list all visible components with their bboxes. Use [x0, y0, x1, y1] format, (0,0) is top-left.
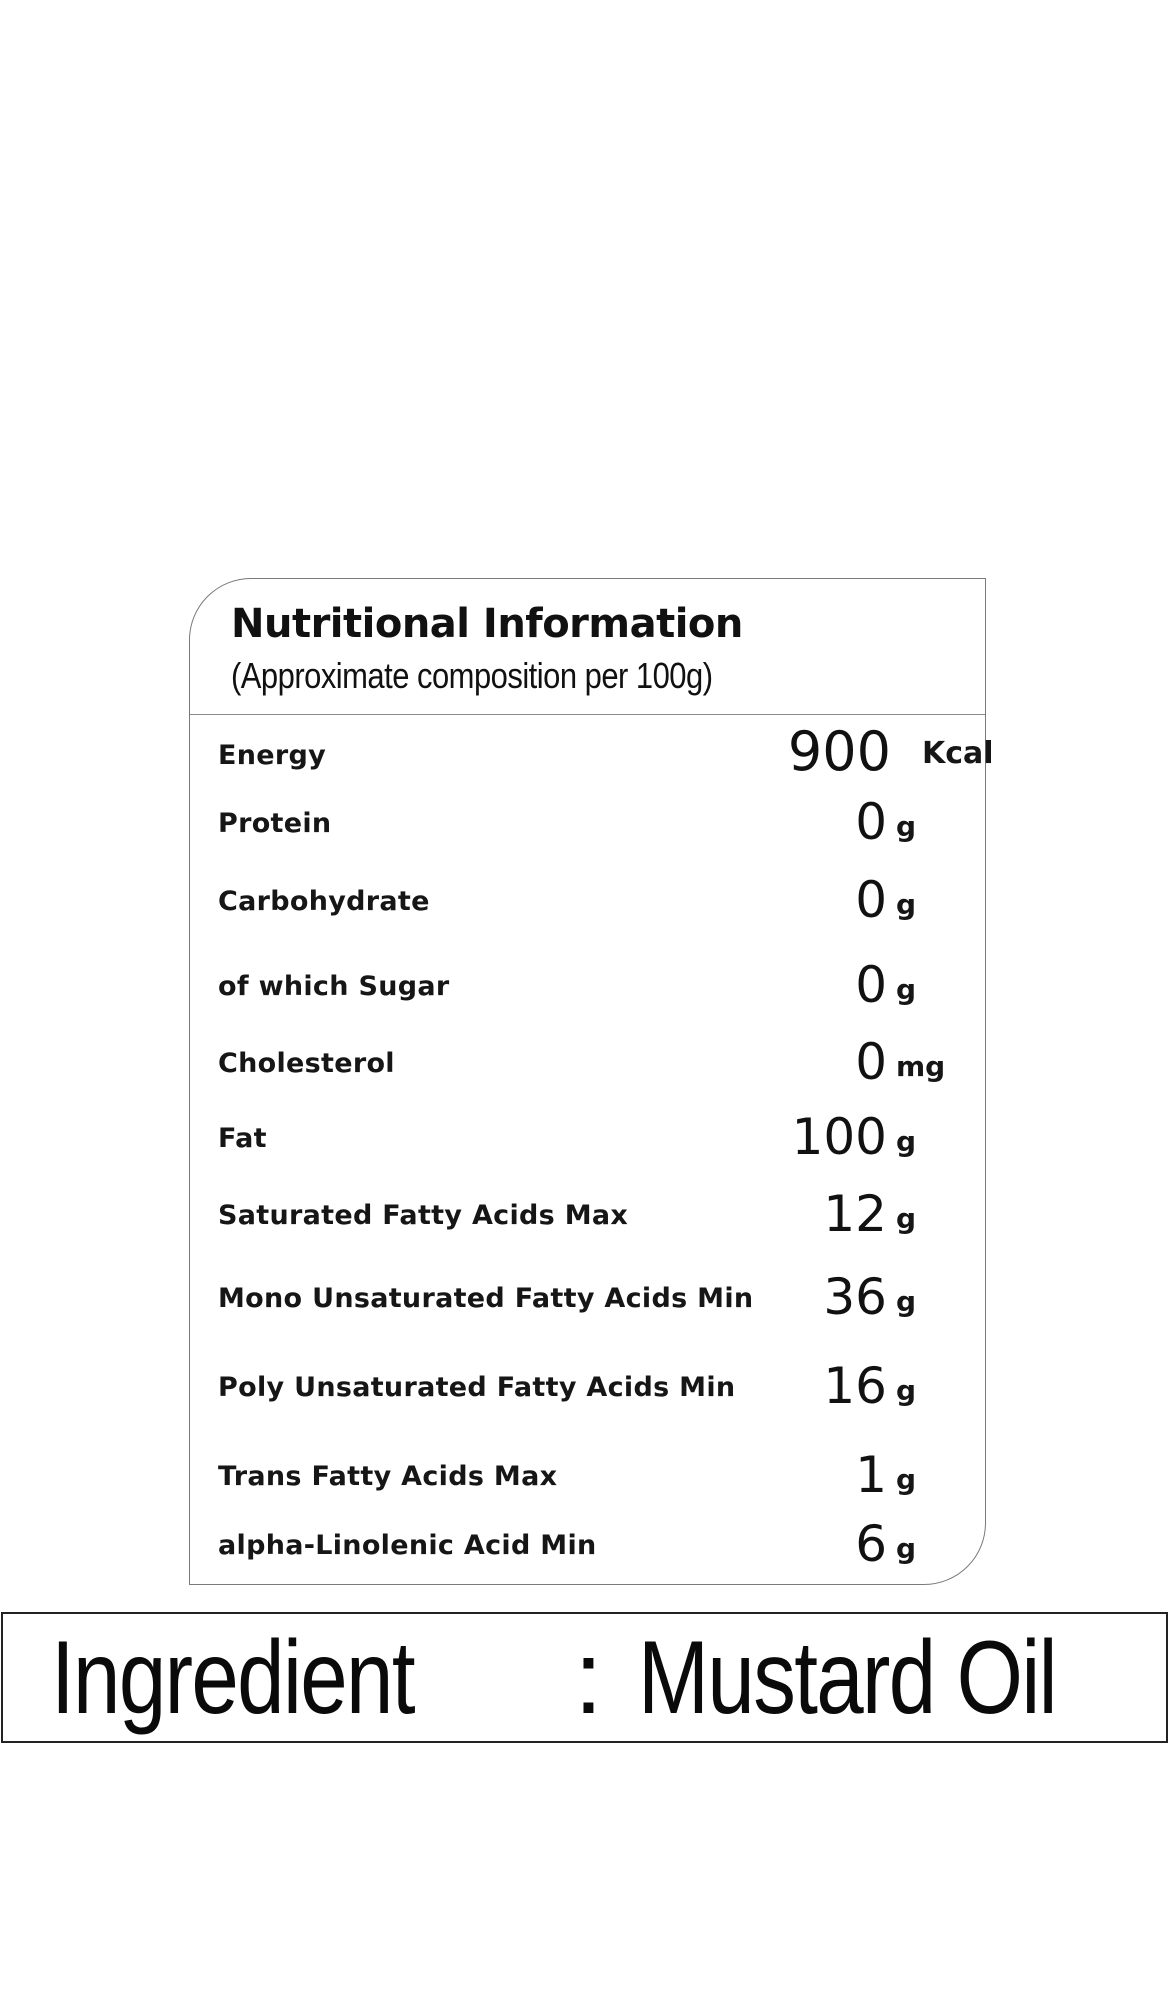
- nutrient-unit: g: [896, 1125, 917, 1158]
- nutrient-row-mono-unsaturated: [190, 1262, 985, 1326]
- nutrient-label: alpha-Linolenic Acid Min: [218, 1530, 597, 1561]
- nutrient-label: Cholesterol: [218, 1048, 395, 1079]
- nutrient-value: 900: [787, 720, 891, 783]
- nutrition-header: [190, 579, 985, 715]
- nutrient-value: 0: [855, 1033, 887, 1091]
- nutrient-label: Trans Fatty Acids Max: [218, 1461, 558, 1492]
- nutrient-row-fat: [190, 1102, 985, 1166]
- nutrient-label: Protein: [218, 808, 332, 839]
- nutrient-label: of which Sugar: [218, 971, 450, 1002]
- nutrient-value: 36: [823, 1268, 887, 1326]
- nutrient-row-protein: [190, 787, 985, 851]
- nutrient-row-alpha-linolenic: [190, 1509, 985, 1573]
- nutrient-row-carbohydrate: [190, 865, 985, 929]
- nutrient-unit: g: [896, 1374, 917, 1407]
- nutrition-title: Nutritional Information: [231, 601, 743, 647]
- nutrient-unit: g: [896, 888, 917, 921]
- nutrient-label: Fat: [218, 1123, 267, 1154]
- nutrient-label: Carbohydrate: [218, 886, 430, 917]
- nutrient-label: Mono Unsaturated Fatty Acids Min: [218, 1283, 754, 1314]
- nutrient-value: 0: [855, 871, 887, 929]
- nutrient-value: 16: [823, 1357, 887, 1415]
- nutrient-value: 0: [855, 956, 887, 1014]
- ingredient-label: Ingredient: [51, 1620, 414, 1736]
- nutrient-row-sugar: [190, 950, 985, 1014]
- nutrient-label: Poly Unsaturated Fatty Acids Min: [218, 1372, 736, 1403]
- nutrient-label: Saturated Fatty Acids Max: [218, 1200, 629, 1231]
- nutrient-row-poly-unsaturated: [190, 1351, 985, 1415]
- nutrient-row-cholesterol: [190, 1027, 985, 1091]
- nutrition-panel: [189, 578, 994, 1585]
- nutrient-unit: g: [896, 1285, 917, 1318]
- nutrient-unit: Kcal: [922, 736, 994, 771]
- nutrient-unit: g: [896, 1532, 917, 1565]
- nutrient-row-trans: [190, 1440, 985, 1504]
- nutrient-value: 12: [823, 1185, 887, 1243]
- ingredient-banner: [1, 1612, 1168, 1743]
- nutrient-value: 1: [855, 1446, 887, 1504]
- nutrient-row-energy: [190, 719, 994, 783]
- ingredient-value: Mustard Oil: [638, 1620, 1056, 1736]
- nutrient-unit: g: [896, 1463, 917, 1496]
- nutrient-label: Energy: [218, 740, 327, 771]
- nutrient-unit: g: [896, 1202, 917, 1235]
- nutrient-value: 0: [855, 793, 887, 851]
- ingredient-separator: :: [574, 1620, 603, 1736]
- nutrient-unit: g: [896, 973, 917, 1006]
- nutrition-subtitle: (Approximate composition per 100g): [231, 655, 713, 696]
- nutrient-value: 100: [791, 1108, 887, 1166]
- nutrient-row-saturated: [190, 1179, 985, 1243]
- nutrient-unit: g: [896, 810, 917, 843]
- nutrient-value: 6: [855, 1515, 887, 1573]
- nutrient-unit: mg: [896, 1050, 946, 1083]
